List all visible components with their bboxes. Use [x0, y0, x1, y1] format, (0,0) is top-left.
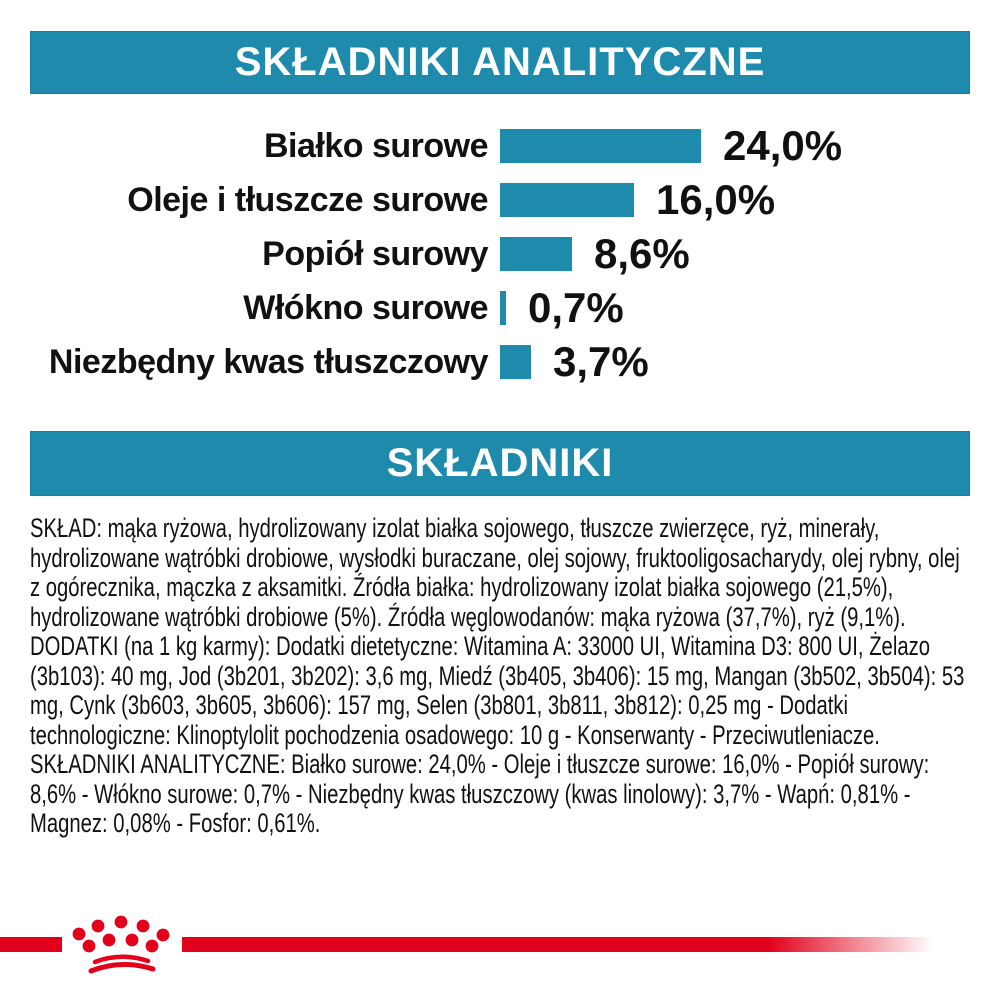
chart-value-label: 3,7%: [553, 338, 649, 385]
chart-category-label: Oleje i tłuszcze surowe: [127, 180, 488, 219]
ingredients-banner: [30, 431, 970, 496]
chart-category-label: Włókno surowe: [243, 288, 488, 327]
chart-category-label: Popiół surowy: [262, 234, 488, 273]
footer-brand-strip: [0, 900, 1000, 1000]
chart-value-label: 0,7%: [528, 284, 624, 331]
chart-category-label: Niezbędny kwas tłuszczowy: [48, 342, 488, 381]
chart-row: [0, 281, 1000, 335]
footer-divider-right: [182, 937, 933, 952]
chart-row: [0, 335, 1000, 389]
chart-value-label: 8,6%: [594, 230, 690, 277]
chart-value-label: 24,0%: [723, 122, 843, 169]
analytical-constituents-banner: [30, 31, 970, 94]
additives-paragraph: DODATKI (na 1 kg karmy): Dodatki dietetyczne: Witamina A: 33000 UI, Witamina D3: 800 UI, Żelazo (3b103): 40 mg, Jod (3b201, 3b202): 3,6 mg, Miedź (3b405, 3b406): 15 mg, Mangan (3b502, 3b504): 53 mg, Cynk (3b603, 3b605, 3b606): 157 mg, Selen (3b801, 3b811, 3b812): 0,25 mg - Dodatki technologiczne: Klinoptylolit pochodzenia osadowego: 10 g - Konserwanty - Przeciwutleniacze.: [30, 631, 965, 750]
analytical-constituents-paragraph: SKŁADNIKI ANALITYCZNE: Białko surowe: 24,0% - Oleje i tłuszcze surowe: 16,0% - Popiół surowy: 8,6% - Włókno surowe: 0,7% - Niezbędny kwas tłuszczowy (kwas linolowy): 3,7% - Wapń: 0,81% - Magnez: 0,08% - Fosfor: 0,61%.: [30, 749, 930, 838]
chart-value-label: 16,0%: [656, 176, 776, 223]
ingredients-title: SKŁADNIKI: [386, 441, 614, 485]
ingredients-text-block: [30, 514, 970, 839]
chart-category-label: Białko surowe: [263, 126, 488, 165]
chart-row: [0, 119, 1000, 173]
chart-bar: [500, 345, 531, 379]
chart-bar: [500, 291, 506, 325]
analytical-bar-chart: [0, 119, 1000, 389]
analytical-constituents-title: SKŁADNIKI ANALITYCZNE: [234, 40, 766, 84]
footer-divider-left: [0, 937, 62, 952]
chart-row: [0, 227, 1000, 281]
chart-row: [0, 173, 1000, 227]
composition-paragraph: SKŁAD: mąka ryżowa, hydrolizowany izolat białka sojowego, tłuszcze zwierzęce, ryż, minerały, hydrolizowane wątróbki drobiowe, wysłodki buraczane, olej sojowy, fruktooligosacharydy, olej rybny, olej z ogórecznika, mączka z aksamitki. Źródła białka: hydrolizowany izolat białka sojowego (21,5%), hydrolizowane wątróbki drobiowe (5%). Źródła węglowodanów: mąka ryżowa (37,7%), ryż (9,1%).: [30, 513, 960, 632]
chart-bar: [500, 129, 701, 163]
chart-bar: [500, 183, 634, 217]
royal-canin-crown-icon: [60, 905, 180, 980]
chart-bar: [500, 237, 572, 271]
